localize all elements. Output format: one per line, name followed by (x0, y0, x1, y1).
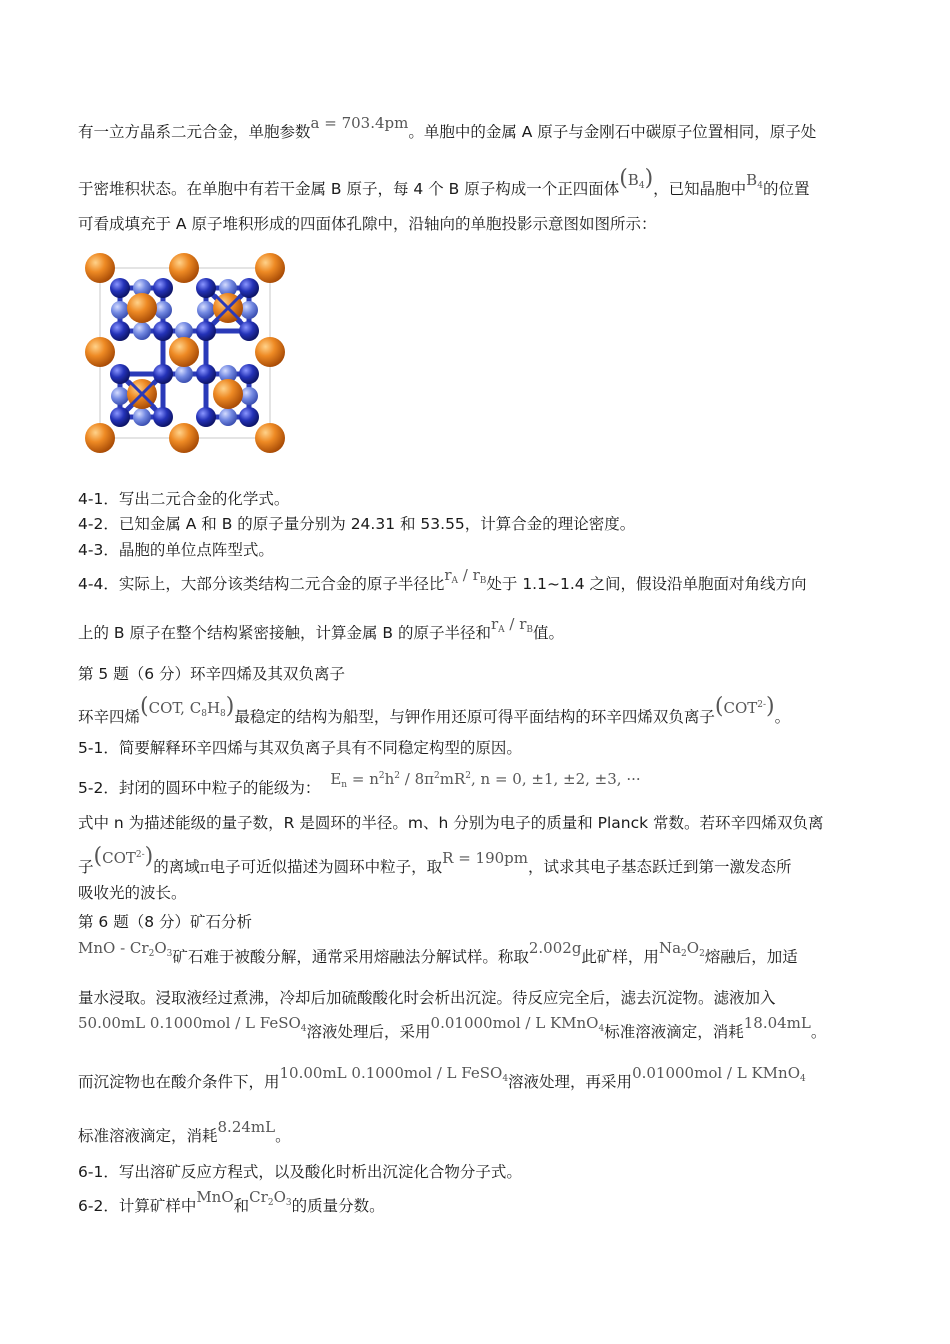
unit-cell-projection-figure (80, 248, 292, 460)
intro-line-1: 有一立方晶系二元合金，单胞参数a = 703.4pm。单胞中的金属 A 原子与金刚石中碳原子位置相同，原子处 (78, 114, 817, 141)
p5-line-5: 吸收光的波长。 (78, 884, 187, 902)
cot2-formula: $(COT^{2-})$ (714, 694, 775, 719)
radius-ratio-2: $r_A / r_B$ (490, 615, 534, 635)
q6-1: 6-1．写出溶矿反应方程式，以及酸化时析出沉淀化合物分子式。 (78, 1163, 522, 1181)
intro-line-2: 于密堆积状态。在单胞中有若干金属 B 原子，每 4 个 B 原子构成一个正四面体$(B_4)$，已知晶胞中$B_4$的位置 (78, 166, 810, 198)
q4-4-cont: 上的 B 原子在整个结构紧密接触，计算金属 B 的原子半径和$r_A / r_B$值。 (78, 615, 565, 642)
q5-1: 5-1．简要解释环辛四烯与其双负离子具有不同稳定构型的原因。 (78, 739, 522, 757)
q4-1: 4-1．写出二元合金的化学式。 (78, 490, 290, 508)
q5-2: 5-2．封闭的圆环中粒子的能级为： $E_n = n^2h^2 / 8\pi^2mR^2$, n = 0, ±1, ±2, ±3, ··· (78, 770, 641, 797)
b4-formula: $(B_4)$ (619, 166, 654, 191)
radius-value: R = 190pm (442, 849, 529, 867)
p5-line-4: 子$(COT^{2-})$的离域π电子可近似描述为圆环中粒子，取R = 190pm，试求其电子基态跃迁到第一激发态所 (78, 844, 792, 876)
cell-parameter: a = 703.4pm (310, 114, 409, 132)
q4-4: 4-4．实际上，大部分该类结构二元合金的原子半径比$r_A / r_B$处于 1.1~1.4 之间，假设沿单胞面对角线方向 (78, 566, 807, 593)
p6-line-5: 标准溶液滴定，消耗8.24mL。 (78, 1118, 291, 1145)
ore-formula: MnO - $Cr_2O_3$ (78, 939, 173, 959)
q4-2: 4-2．已知金属 A 和 B 的原子量分别为 24.31 和 53.55，计算合金的理论密度。 (78, 515, 636, 533)
cot-formula: (COT, $C_8H_8$) (140, 694, 235, 719)
p6-line-4: 而沉淀物也在酸介条件下，用10.00mL 0.1000mol / L FeSO$_4$溶液处理，再采用0.01000mol / L KMnO$_4$ (78, 1064, 806, 1091)
q4-3: 4-3．晶胞的单位点阵型式。 (78, 541, 274, 559)
radius-ratio: $r_A / r_B$ (444, 566, 487, 586)
p5-line-1: 环辛四烯(COT, $C_8H_8$)最稳定的结构为船型，与钾作用还原可得平面结构的环辛四烯双负离子$(COT^{2-})$。 (78, 694, 791, 726)
p6-line-1: MnO - $Cr_2O_3$矿石难于被酸分解，通常采用熔融法分解试样。称取2.002g此矿样，用$Na_2O_2$熔融后，加适 (78, 939, 798, 966)
q6-2: 6-2．计算矿样中MnO和$Cr_2O_3$的质量分数。 (78, 1188, 385, 1215)
energy-formula: $E_n = n^2h^2 / 8\pi^2mR^2$, n = 0, ±1, ±2, ±3, ··· (330, 770, 641, 790)
p6-line-2: 量水浸取。浸取液经过煮沸，冷却后加硫酸酸化时会析出沉淀。待反应完全后，滤去沉淀物。滤液加入 (78, 989, 776, 1007)
intro-line-3: 可看成填充于 A 原子堆积形成的四面体孔隙中，沿轴向的单胞投影示意图如图所示： (78, 215, 657, 233)
p5-title: 第 5 题（6 分）环辛四烯及其双负离子 (78, 665, 346, 683)
p6-title: 第 6 题（8 分）矿石分析 (78, 913, 253, 931)
p5-line-3: 式中 n 为描述能级的量子数，R 是圆环的半径。m、h 分别为电子的质量和 Planck 常数。若环辛四烯双负离 (78, 814, 824, 832)
p6-line-3: 50.00mL 0.1000mol / L FeSO$_4$溶液处理后，采用0.01000mol / L KMnO$_4$标准溶液滴定，消耗18.04mL。 (78, 1014, 827, 1041)
